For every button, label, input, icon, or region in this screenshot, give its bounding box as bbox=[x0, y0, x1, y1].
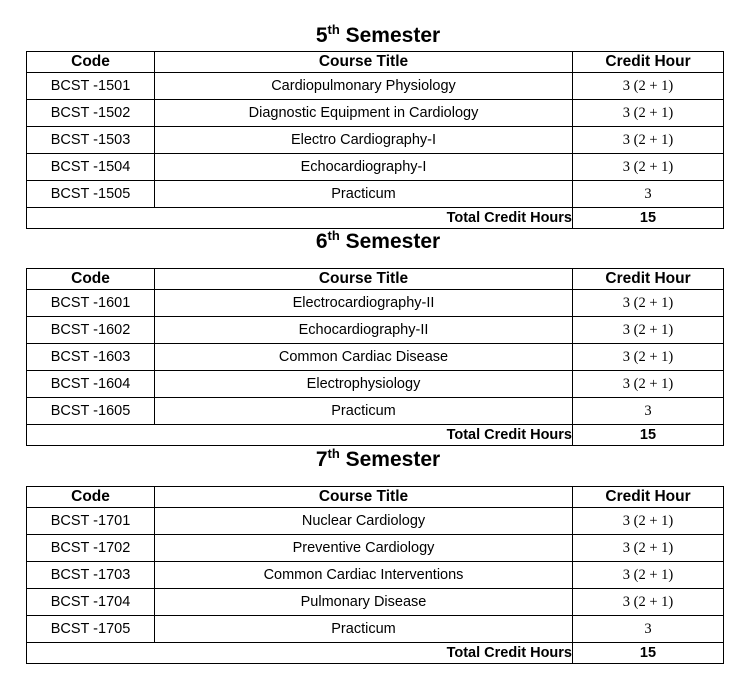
course-title: Pulmonary Disease bbox=[155, 589, 573, 616]
course-code: BCST -1603 bbox=[27, 344, 155, 371]
course-code: BCST -1505 bbox=[27, 181, 155, 208]
table-row bbox=[27, 562, 724, 589]
credit-hour: 3 bbox=[573, 181, 724, 208]
course-title: Practicum bbox=[155, 398, 573, 425]
course-code: BCST -1703 bbox=[27, 562, 155, 589]
total-credit-hours-label: Total Credit Hours bbox=[27, 208, 573, 229]
table-row bbox=[27, 535, 724, 562]
total-row bbox=[27, 643, 724, 664]
total-credit-hours-label: Total Credit Hours bbox=[27, 643, 573, 664]
semester-6-title: 6th Semester bbox=[315, 228, 441, 253]
course-title: Practicum bbox=[155, 616, 573, 643]
semester-7-title: 7th Semester bbox=[315, 446, 441, 471]
credit-hour: 3 (2 + 1) bbox=[573, 127, 724, 154]
total-credit-hours-value: 15 bbox=[573, 425, 724, 446]
table-row bbox=[27, 73, 724, 100]
course-code: BCST -1504 bbox=[27, 154, 155, 181]
course-code: BCST -1704 bbox=[27, 589, 155, 616]
credit-hour: 3 bbox=[573, 398, 724, 425]
code-header: Code bbox=[27, 52, 155, 73]
credit-hour: 3 (2 + 1) bbox=[573, 371, 724, 398]
table-row bbox=[27, 154, 724, 181]
total-credit-hours-value: 15 bbox=[573, 643, 724, 664]
course-code: BCST -1503 bbox=[27, 127, 155, 154]
course-title-header: Course Title bbox=[155, 52, 573, 73]
credit-hour: 3 (2 + 1) bbox=[573, 154, 724, 181]
code-header: Code bbox=[27, 487, 155, 508]
table-row bbox=[27, 344, 724, 371]
table-header-row bbox=[27, 269, 724, 290]
course-title: Cardiopulmonary Physiology bbox=[155, 73, 573, 100]
course-title: Common Cardiac Disease bbox=[155, 344, 573, 371]
course-code: BCST -1501 bbox=[27, 73, 155, 100]
course-title: Nuclear Cardiology bbox=[155, 508, 573, 535]
semester-5-table bbox=[26, 51, 724, 229]
course-code: BCST -1502 bbox=[27, 100, 155, 127]
table-row bbox=[27, 371, 724, 398]
course-code: BCST -1604 bbox=[27, 371, 155, 398]
table-row bbox=[27, 290, 724, 317]
total-credit-hours-value: 15 bbox=[573, 208, 724, 229]
total-row bbox=[27, 425, 724, 446]
table-header-row bbox=[27, 52, 724, 73]
table-row bbox=[27, 508, 724, 535]
course-title: Diagnostic Equipment in Cardiology bbox=[155, 100, 573, 127]
total-row bbox=[27, 208, 724, 229]
course-code: BCST -1605 bbox=[27, 398, 155, 425]
credit-hour-header: Credit Hour bbox=[573, 487, 724, 508]
course-title: Preventive Cardiology bbox=[155, 535, 573, 562]
credit-hour: 3 (2 + 1) bbox=[573, 344, 724, 371]
table-row bbox=[27, 589, 724, 616]
semester-5-title: 5th Semester bbox=[315, 22, 441, 47]
credit-hour: 3 (2 + 1) bbox=[573, 73, 724, 100]
code-header: Code bbox=[27, 269, 155, 290]
table-header-row bbox=[27, 487, 724, 508]
credit-hour: 3 (2 + 1) bbox=[573, 589, 724, 616]
table-row bbox=[27, 127, 724, 154]
table-row bbox=[27, 616, 724, 643]
course-title-header: Course Title bbox=[155, 487, 573, 508]
course-title: Echocardiography-I bbox=[155, 154, 573, 181]
credit-hour: 3 (2 + 1) bbox=[573, 317, 724, 344]
semester-6-table bbox=[26, 268, 724, 446]
course-title: Electrocardiography-II bbox=[155, 290, 573, 317]
course-title: Practicum bbox=[155, 181, 573, 208]
course-code: BCST -1601 bbox=[27, 290, 155, 317]
course-code: BCST -1701 bbox=[27, 508, 155, 535]
course-code: BCST -1602 bbox=[27, 317, 155, 344]
course-code: BCST -1705 bbox=[27, 616, 155, 643]
table-row bbox=[27, 181, 724, 208]
credit-hour: 3 (2 + 1) bbox=[573, 535, 724, 562]
course-title: Common Cardiac Interventions bbox=[155, 562, 573, 589]
credit-hour: 3 (2 + 1) bbox=[573, 290, 724, 317]
credit-hour: 3 (2 + 1) bbox=[573, 100, 724, 127]
course-title: Echocardiography-II bbox=[155, 317, 573, 344]
table-row bbox=[27, 398, 724, 425]
credit-hour: 3 (2 + 1) bbox=[573, 508, 724, 535]
semester-7-table bbox=[26, 486, 724, 664]
credit-hour: 3 (2 + 1) bbox=[573, 562, 724, 589]
credit-hour-header: Credit Hour bbox=[573, 52, 724, 73]
course-title-header: Course Title bbox=[155, 269, 573, 290]
table-row bbox=[27, 317, 724, 344]
course-code: BCST -1702 bbox=[27, 535, 155, 562]
course-title: Electrophysiology bbox=[155, 371, 573, 398]
credit-hour-header: Credit Hour bbox=[573, 269, 724, 290]
table-row bbox=[27, 100, 724, 127]
total-credit-hours-label: Total Credit Hours bbox=[27, 425, 573, 446]
course-title: Electro Cardiography-I bbox=[155, 127, 573, 154]
credit-hour: 3 bbox=[573, 616, 724, 643]
